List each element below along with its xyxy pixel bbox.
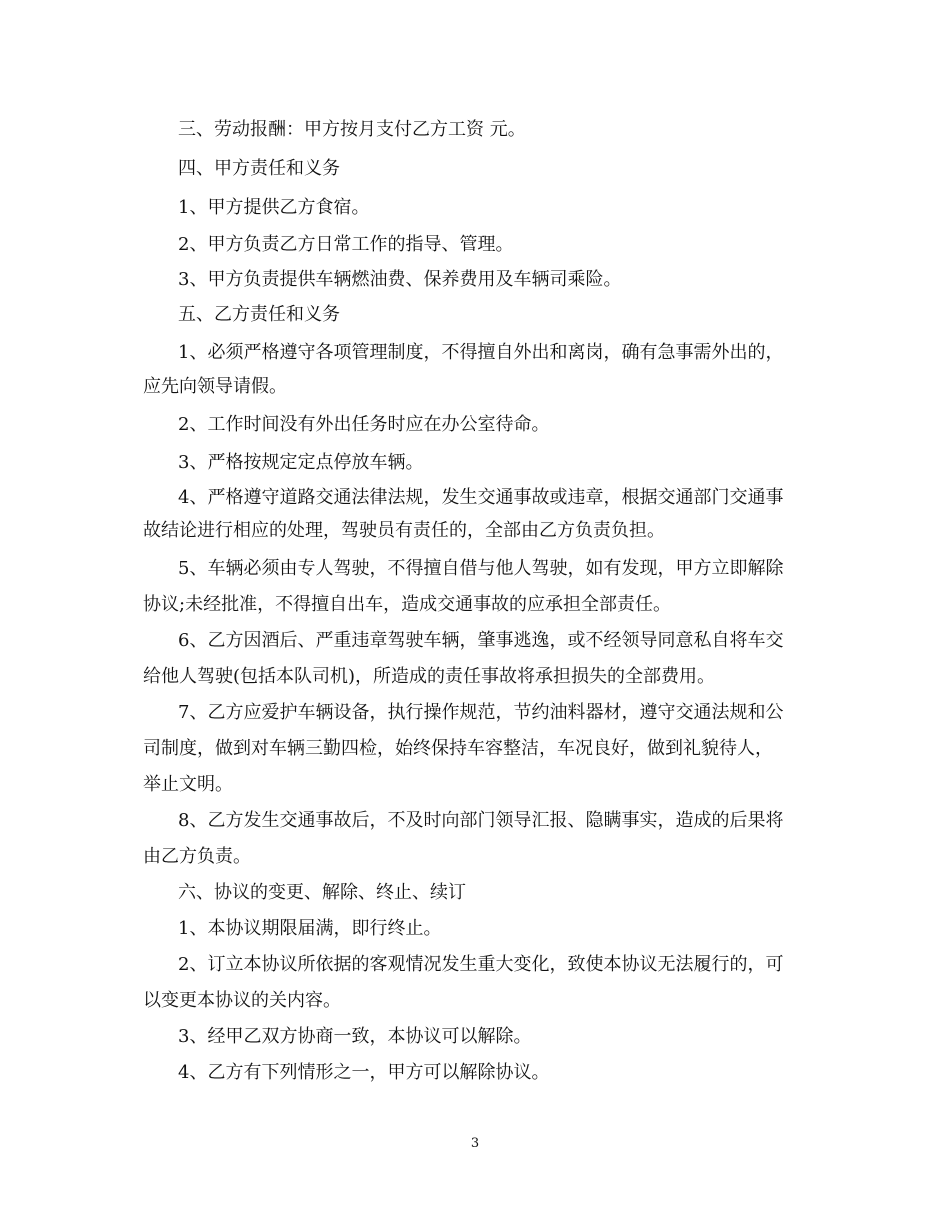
page-number: 3 <box>470 1136 480 1151</box>
text-line: 五、乙方责任和义务 <box>178 304 340 325</box>
text-line: 1、本协议期限届满，即行终止。 <box>178 918 442 939</box>
text-line: 四、甲方责任和义务 <box>178 158 340 179</box>
text-line: 应先向领导请假。 <box>143 376 287 397</box>
text-line: 六、协议的变更、解除、终止、续订 <box>178 882 466 903</box>
text-line: 2、甲方负责乙方日常工作的指导、管理。 <box>178 234 514 255</box>
text-line: 司制度，做到对车辆三勤四检，始终保持车容整洁，车况良好，做到礼貌待人， <box>143 738 773 759</box>
text-line: 7、乙方应爱护车辆设备，执行操作规范，节约油料器材，遵守交通法规和公 <box>178 702 784 723</box>
text-line: 4、严格遵守道路交通法律法规，发生交通事故或违章，根据交通部门交通事 <box>178 487 784 508</box>
text-line: 2、工作时间没有外出任务时应在办公室待命。 <box>178 414 550 435</box>
text-line: 三、劳动报酬：甲方按月支付乙方工资 元。 <box>178 119 526 140</box>
text-line: 给他人驾驶(包括本队司机)，所造成的责任事故将承担损失的全部费用。 <box>143 666 716 687</box>
text-line: 5、车辆必须由专人驾驶，不得擅自借与他人驾驶，如有发现，甲方立即解除 <box>178 558 784 579</box>
text-line: 1、甲方提供乙方食宿。 <box>178 197 370 218</box>
text-line: 举止文明。 <box>143 774 233 795</box>
text-line: 8、乙方发生交通事故后，不及时向部门领导汇报、隐瞒事实，造成的后果将 <box>178 810 784 831</box>
text-line: 协议;未经批准，不得擅自出车，造成交通事故的应承担全部责任。 <box>143 594 672 615</box>
text-line: 以变更本协议的关内容。 <box>143 990 341 1011</box>
text-line: 3、严格按规定定点停放车辆。 <box>178 452 424 473</box>
text-line: 3、经甲乙双方协商一致，本协议可以解除。 <box>178 1026 532 1047</box>
text-line: 6、乙方因酒后、严重违章驾驶车辆，肇事逃逸，或不经领导同意私自将车交 <box>178 630 784 651</box>
text-line: 故结论进行相应的处理，驾驶员有责任的，全部由乙方负责负担。 <box>143 520 665 541</box>
text-line: 由乙方负责。 <box>143 846 251 867</box>
text-line: 2、订立本协议所依据的客观情况发生重大变化，致使本协议无法履行的，可 <box>178 954 784 975</box>
text-line: 3、甲方负责提供车辆燃油费、保养费用及车辆司乘险。 <box>178 269 622 290</box>
text-line: 1、必须严格遵守各项管理制度，不得擅自外出和离岗，确有急事需外出的， <box>178 342 784 363</box>
text-line: 4、乙方有下列情形之一，甲方可以解除协议。 <box>178 1062 550 1083</box>
